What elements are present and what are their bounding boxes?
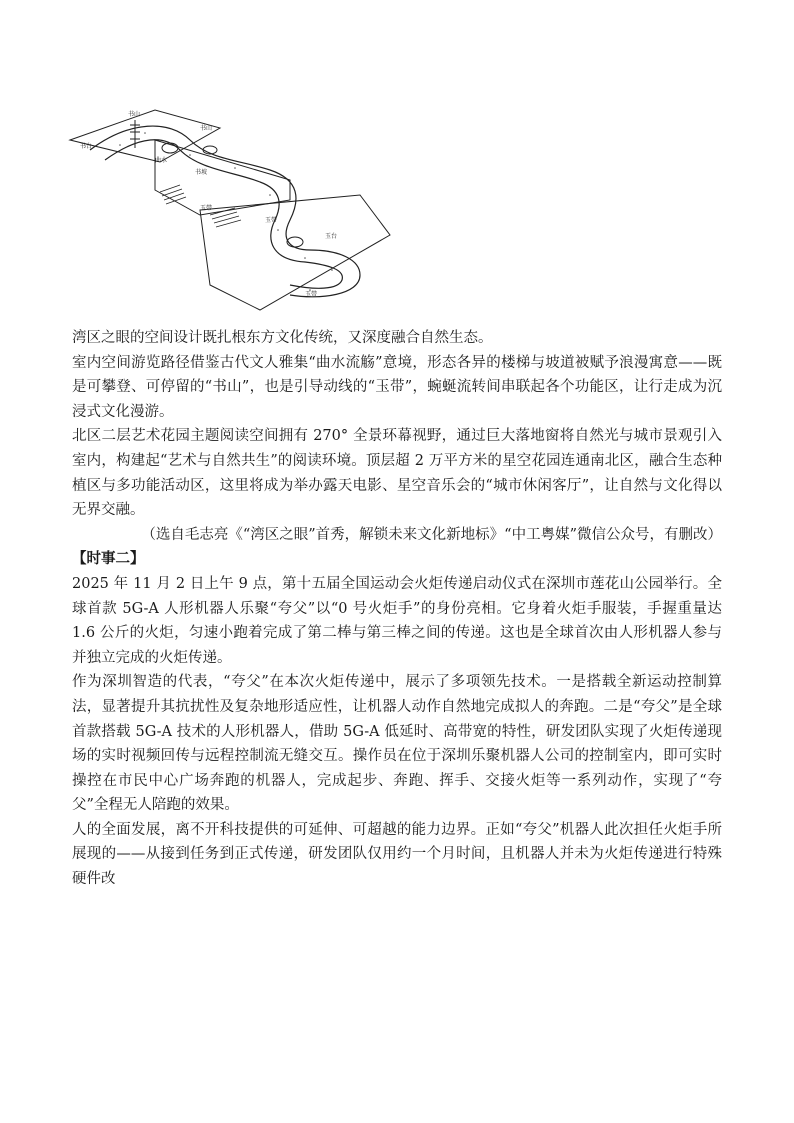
figure-label: 玉带 [265,218,278,224]
figure-label: 玉台 [325,234,338,240]
figure-label: 玉带 [200,206,213,212]
paragraph: 2025 年 11 月 2 日上午 9 点，第十五届全国运动会火炬传递启动仪式在深圳市莲花山公园举行。全球首款 5G-A 人形机器人乐聚“夸父”以“0 号火炬手”的身份亮相。它身着火炬手服装，手握重量达 1.6 公斤的火炬，匀速小跑着完成了第二棒与第三棒之间的传递。这也是全球首次由人形机器人参与并独立完成的火炬传递。 [72,575,722,666]
river-inner [105,140,342,289]
figure-label: 曲水 [155,158,168,164]
paragraph: 湾区之眼的空间设计既扎根东方文化传统，又深度融合自然生态。 [72,330,493,346]
paragraph: 室内空间游览路径借鉴古代文人雅集“曲水流觞”意境，形态各异的楼梯与坡道被赋予浪漫寓意——既是可攀登、可停留的“书山”，也是引导动线的“玉带”，蜿蜒流转间串联起各个功能区，让行走成为沉浸式文化漫游。 [72,354,722,420]
paragraph: 人的全面发展，离不开科技提供的可延伸、可超越的能力边界。正如“夸父”机器人此次担任火炬手所展现的——从接到任务到正式传递，研发团队仅用约一个月时间，且机器人并未为火炬传递进行特殊硬件改 [72,821,722,888]
pavilion-3 [287,237,303,247]
figure-label: 书山 [128,112,141,118]
source-citation: （选自毛志亮《“湾区之眼”首秀，解锁未来文化新地标》“中工粤媒”微信公众号，有删改） [141,526,722,543]
figure-label: 玉带 [305,292,318,298]
paragraph: 作为深圳智造的代表，“夸父”在本次火炬传递中，展示了多项领先技术。一是搭载全新运动控制算法，显著提升其抗扰性及复杂地形适应性，让机器人动作自然地完成拟人的奔跑。二是“夸父”是全球首款搭载 5G-A 技术的人形机器人，借助 5G-A 低延时、高带宽的特性，研发团队实现了火炬传递现场的实时视频回传与远程控制流无缝交互。操作员在位于深圳乐聚机器人公司的控制室内，即可实时操控在市民中心广场奔跑的机器人，完成起步、奔跑、挥手、交接火炬等一系列动作，实现了“夸父”全程无人陪跑的效果。 [72,674,722,814]
architecture-sketch-figure [60,100,400,318]
paragraph: 北区二层艺术花园主题阅读空间拥有 270° 全景环幕视野，通过巨大落地窗将自然光与城市景观引入室内，构建起“艺术与自然共生”的阅读环境。顶层超 2 万平方米的星空花园连通南北区，融合生态种植区与多功能活动区，这里将成为举办露天电影、星空音乐会的“城市休闲客厅”，让自然与文化得以无界交融。 [72,428,722,519]
figure-label: 书山 [200,126,213,132]
article-body [72,326,722,892]
architecture-sketch [60,100,400,318]
ground-plate-bottom [200,195,390,310]
river-outer [90,126,360,297]
figure-label: 书台 [80,144,93,150]
section-heading: 【时事二】 [72,550,145,568]
figure-label: 书坡 [195,170,208,176]
ground-plate-top [70,110,220,162]
